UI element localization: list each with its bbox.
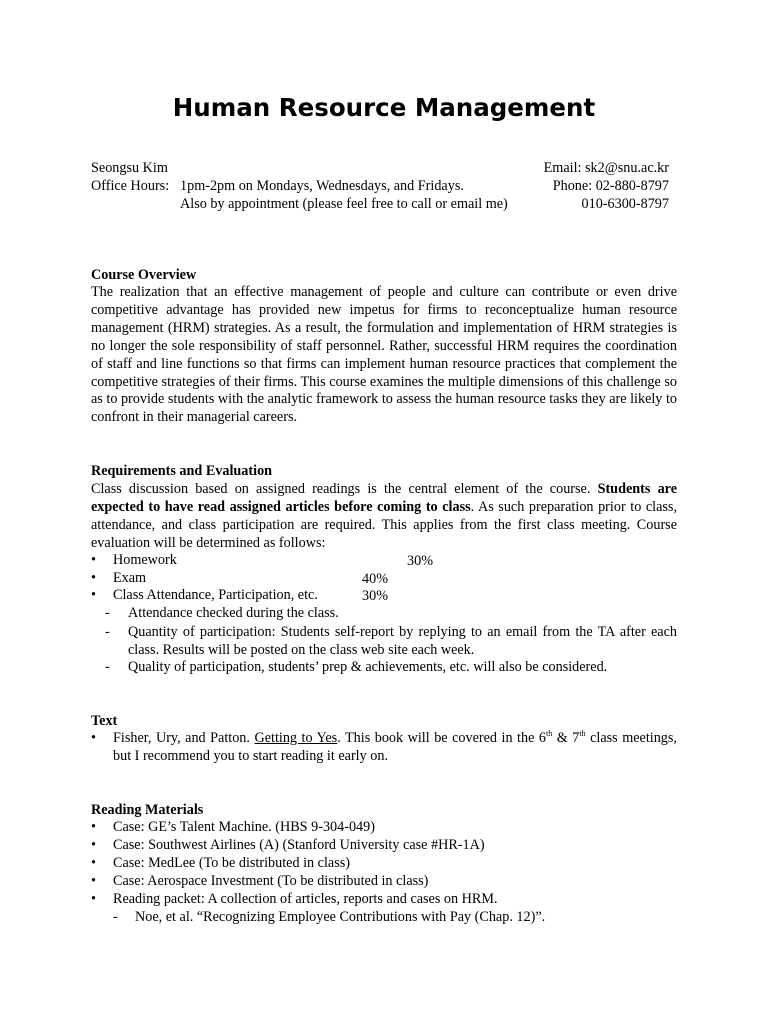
bullet-glyph: • [91,855,96,871]
bullet-glyph: • [91,837,96,853]
dash-glyph: - [113,909,118,925]
superscript-th: th [579,729,586,738]
textbook-rest: class meetings, but I recommend you to start reading it early on. [113,730,677,764]
textbook-text [113,730,677,766]
textbook-after-title: . This book will be covered in the 6 [337,730,546,746]
dash-glyph: - [105,659,110,675]
evaluation-label: Homework [113,552,177,568]
instructor-name: Seongsu Kim [91,160,168,176]
subitem-text: Attendance checked during the class. [128,605,339,621]
requirements-intro-bold: Students are expected to have read assigned articles before coming to class [91,481,677,515]
reading-text: Reading packet: A collection of articles, reports and cases on HRM. [113,891,498,907]
bullet-glyph: • [91,587,96,603]
instructor-email: Email: sk2@snu.ac.kr [543,160,669,176]
bullet-glyph: • [91,730,96,746]
bullet-glyph: • [91,873,96,889]
reading-subitem-text: Noe, et al. “Recognizing Employee Contributions with Pay (Chap. 12)”. [135,909,546,925]
reading-text: Case: Southwest Airlines (A) (Stanford University case #HR-1A) [113,837,485,853]
requirements-intro-a: Class discussion based on assigned readings is the central element of the course. [91,481,598,497]
requirements-heading: Requirements and Evaluation [91,463,273,479]
evaluation-percent: 40% [362,571,389,587]
subitem-text: Quality of participation, students’ prep & achievements, etc. will also be considered. [128,659,608,675]
superscript-th: th [545,729,553,738]
requirements-intro [91,481,677,553]
header-line-3 [91,195,669,213]
evaluation-label: Class Attendance, Participation, etc. [113,587,318,603]
reading-text: Case: Aerospace Investment (To be distributed in class) [113,873,429,889]
bullet-glyph: • [91,552,96,568]
requirements-intro-b: . As such preparation prior to class, attendance, and class participation are required. This applies from the first class meeting. Course evaluation will be determined as follows: [91,498,677,551]
course-overview-text [91,284,677,427]
appointment-note: Also by appointment (please feel free to call or email me) [180,196,508,212]
reading-materials-heading: Reading Materials [91,802,204,818]
textbook-amp: & 7 [552,730,580,746]
textbook-title: Getting to Yes [254,730,338,746]
evaluation-label: Exam [113,570,147,586]
dash-glyph: - [105,605,110,621]
course-overview-paragraph: The realization that an effective management of people and culture can contribute or even drive competitive advantage has provided new impetus for firms to reconceptualize human resource management (HRM) strategies. As a result, the formulation and implementation of HRM strategies is no longer the sole responsibility of staff personnel. Rather, successful HRM requires the coordination of staff and line functions so that firms can implement human resource practices that complement the competitive strategies of their firms. This course examines the multiple dimensions of this challenge so as to provide students with the analytic framework to assess the human resource tasks they are likely to confront in their managerial careers. [91,284,677,426]
reading-text: Case: MedLee (To be distributed in class) [113,855,350,871]
dash-glyph: - [105,624,110,640]
header-line-1 [91,159,669,177]
reading-text: Case: GE’s Talent Machine. (HBS 9-304-049) [113,819,375,835]
header-line-2 [91,177,669,195]
office-hours-label: Office Hours: [91,178,170,194]
instructor-phone-2: 010-6300-8797 [581,196,669,212]
evaluation-percent: 30% [362,588,389,604]
bullet-glyph: • [91,570,96,586]
office-hours: 1pm-2pm on Mondays, Wednesdays, and Fridays. [180,178,464,194]
bullet-glyph: • [91,819,96,835]
textbook-authors: Fisher, Ury, and Patton. [113,730,255,746]
instructor-phone: Phone: 02-880-8797 [552,178,669,194]
bullet-glyph: • [91,891,96,907]
subitem-text: Quantity of participation: Students self-report by replying to an email from the TA after each class. Results will be posted on the class web site each week. [128,624,677,658]
course-overview-heading: Course Overview [91,267,197,283]
document-title: Human Resource Management [172,93,596,122]
text-heading: Text [91,713,118,729]
evaluation-percent: 30% [407,553,434,569]
